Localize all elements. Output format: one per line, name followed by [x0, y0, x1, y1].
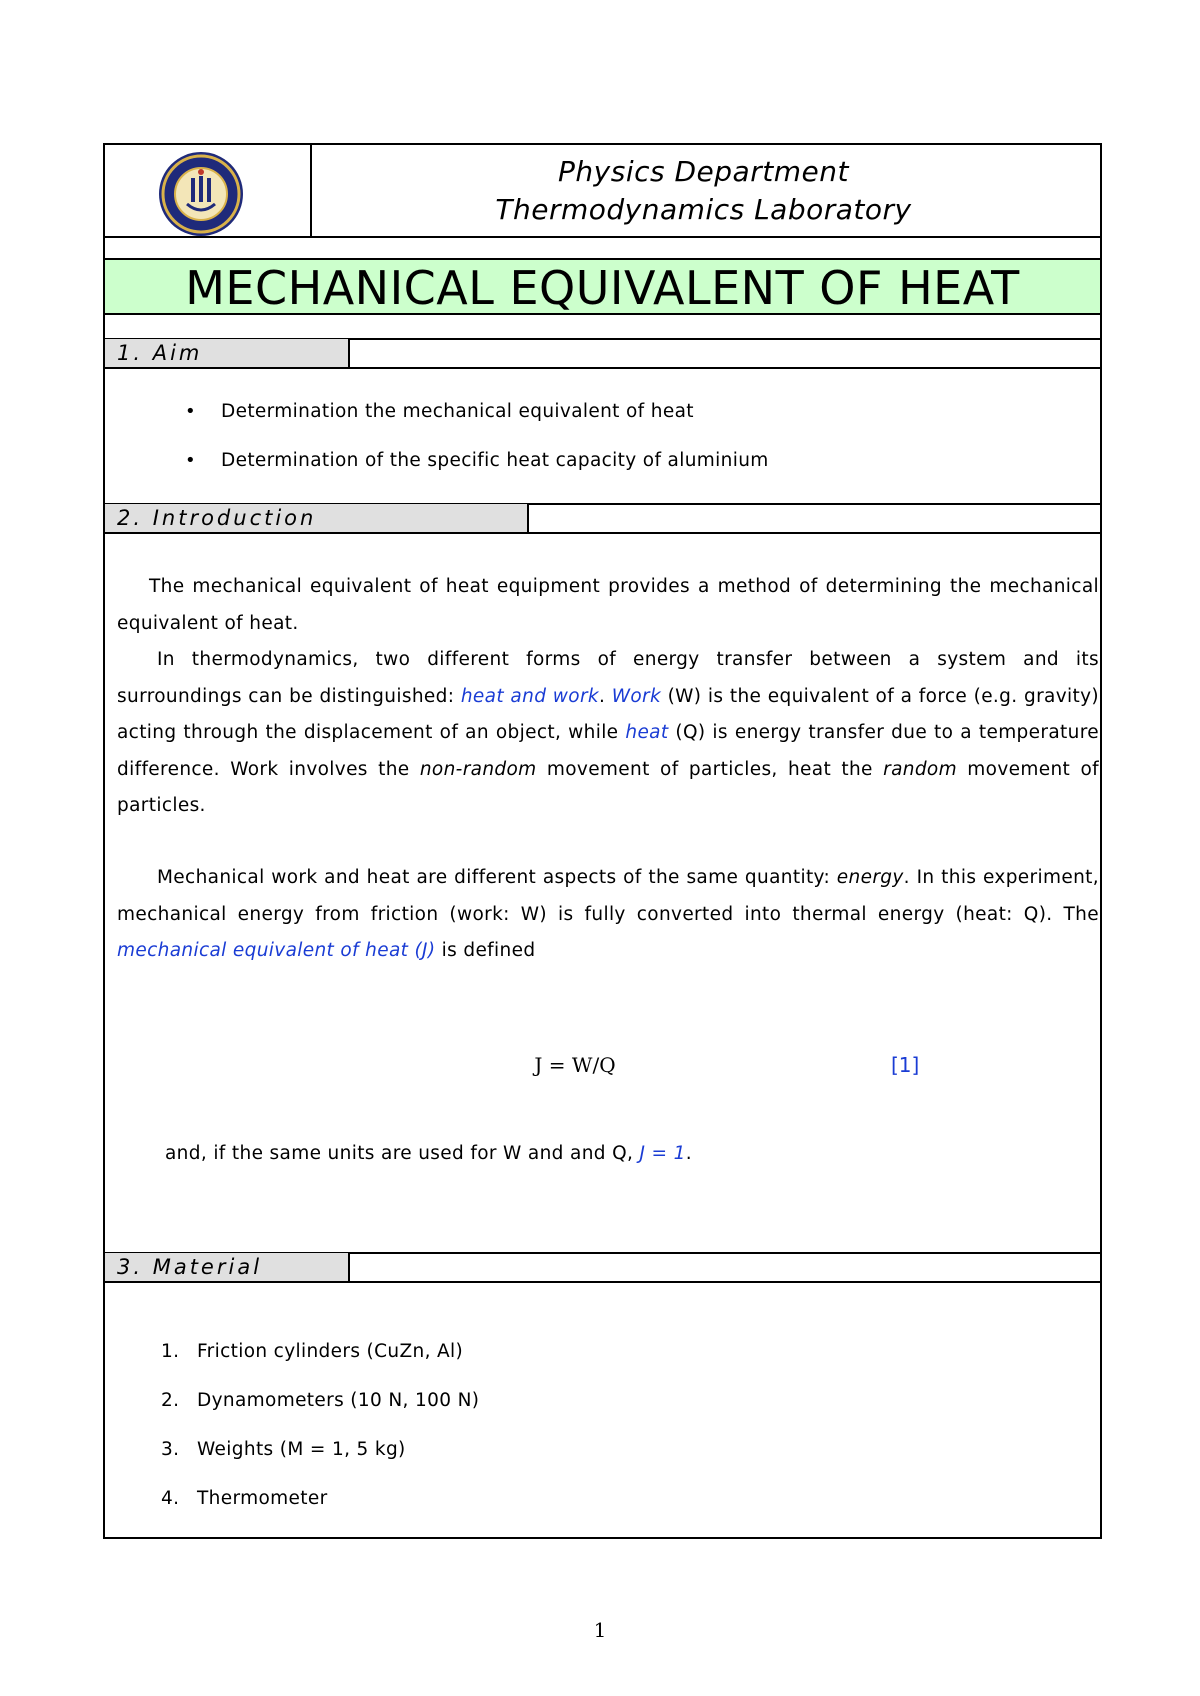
text-run: (W) is the equivalent of a force (e.g. gravity) acting through the displacement of an object, while — [117, 685, 1099, 743]
text-run: (Q) is energy transfer due to a temperature difference. Work involves the — [117, 722, 1099, 780]
term-energy: energy — [836, 867, 904, 888]
material-item — [161, 1341, 463, 1362]
term-mechanical-equivalent: mechanical equivalent of heat (J) — [117, 940, 436, 961]
page-number: 1 — [593, 1618, 607, 1642]
material-item-number: 3. — [161, 1439, 180, 1460]
intro-paragraph-2 — [117, 642, 1099, 825]
material-bottom-rule — [105, 1281, 1100, 1283]
material-item-text: Weights (M = 1, 5 kg) — [197, 1439, 406, 1460]
bullet-icon: • — [185, 450, 196, 471]
material-item-number: 2. — [161, 1390, 180, 1411]
aim-item-1: Determination the mechanical equivalent of heat — [221, 401, 694, 422]
aim-bottom-rule — [105, 367, 1100, 369]
material-item-text: Dynamometers (10 N, 100 N) — [197, 1390, 480, 1411]
intro-paragraph-4 — [165, 1143, 692, 1164]
text-run: . — [598, 685, 612, 707]
material-heading-box — [105, 1253, 350, 1281]
material-heading: 3. Material — [117, 1255, 263, 1279]
text-run: Mechanical work and heat are different aspects of the same quantity: — [157, 867, 837, 888]
material-item-number: 4. — [161, 1488, 180, 1509]
intro-heading-box — [105, 504, 529, 532]
material-item — [161, 1390, 479, 1411]
document-title: MECHANICAL EQUIVALENT OF HEAT — [185, 261, 1020, 315]
text-run: . — [685, 1143, 692, 1164]
text-run: is defined — [435, 940, 536, 961]
term-heat: heat — [625, 722, 669, 743]
university-seal-icon — [157, 150, 245, 238]
laboratory-name: Thermodynamics Laboratory — [495, 193, 912, 226]
text-run: In thermodynamics, two different forms of energy transfer between a system and its surroundings can be distinguished: — [117, 649, 1099, 707]
term-heat-and-work: heat and work — [460, 685, 599, 707]
term-j-equals-1: J = 1 — [639, 1143, 686, 1164]
intro-paragraph-3 — [117, 860, 1099, 970]
text-run: movement of particles, heat the — [536, 758, 884, 780]
term-non-random: non-random — [419, 758, 537, 780]
bullet-icon: • — [185, 401, 196, 422]
document-sheet — [103, 143, 1102, 1539]
intro-heading: 2. Introduction — [117, 506, 317, 530]
material-item-text: Friction cylinders (CuZn, Al) — [197, 1341, 464, 1362]
aim-heading: 1. Aim — [117, 341, 203, 365]
formula: J = W/Q — [534, 1053, 616, 1077]
aim-item-2: Determination of the specific heat capacity of aluminium — [221, 450, 769, 471]
list-item — [105, 450, 1100, 480]
text-run: movement of particles. — [117, 758, 1099, 816]
formula-reference: [1] — [891, 1053, 920, 1077]
list-item — [105, 401, 1100, 431]
title-band — [105, 258, 1100, 315]
intro-bottom-rule — [105, 532, 1100, 534]
aim-heading-box — [105, 339, 350, 367]
material-item-number: 1. — [161, 1341, 180, 1362]
intro-paragraph-1 — [117, 569, 1099, 642]
intro-p1-text: The mechanical equivalent of heat equipment provides a method of determining the mechanical equivalent of heat. — [117, 576, 1099, 634]
department-name: Physics Department — [558, 155, 849, 188]
material-item-text: Thermometer — [197, 1488, 328, 1509]
header-bottom-rule — [105, 236, 1100, 238]
term-random: random — [883, 758, 957, 780]
term-work: Work — [611, 685, 662, 707]
material-item — [161, 1488, 328, 1509]
text-run: . In this experiment, mechanical energy from friction (work: W) is fully converted into thermal energy (heat: Q). The — [117, 867, 1100, 925]
text-run: and, if the same units are used for W and and Q, — [165, 1143, 640, 1164]
material-item — [161, 1439, 406, 1460]
